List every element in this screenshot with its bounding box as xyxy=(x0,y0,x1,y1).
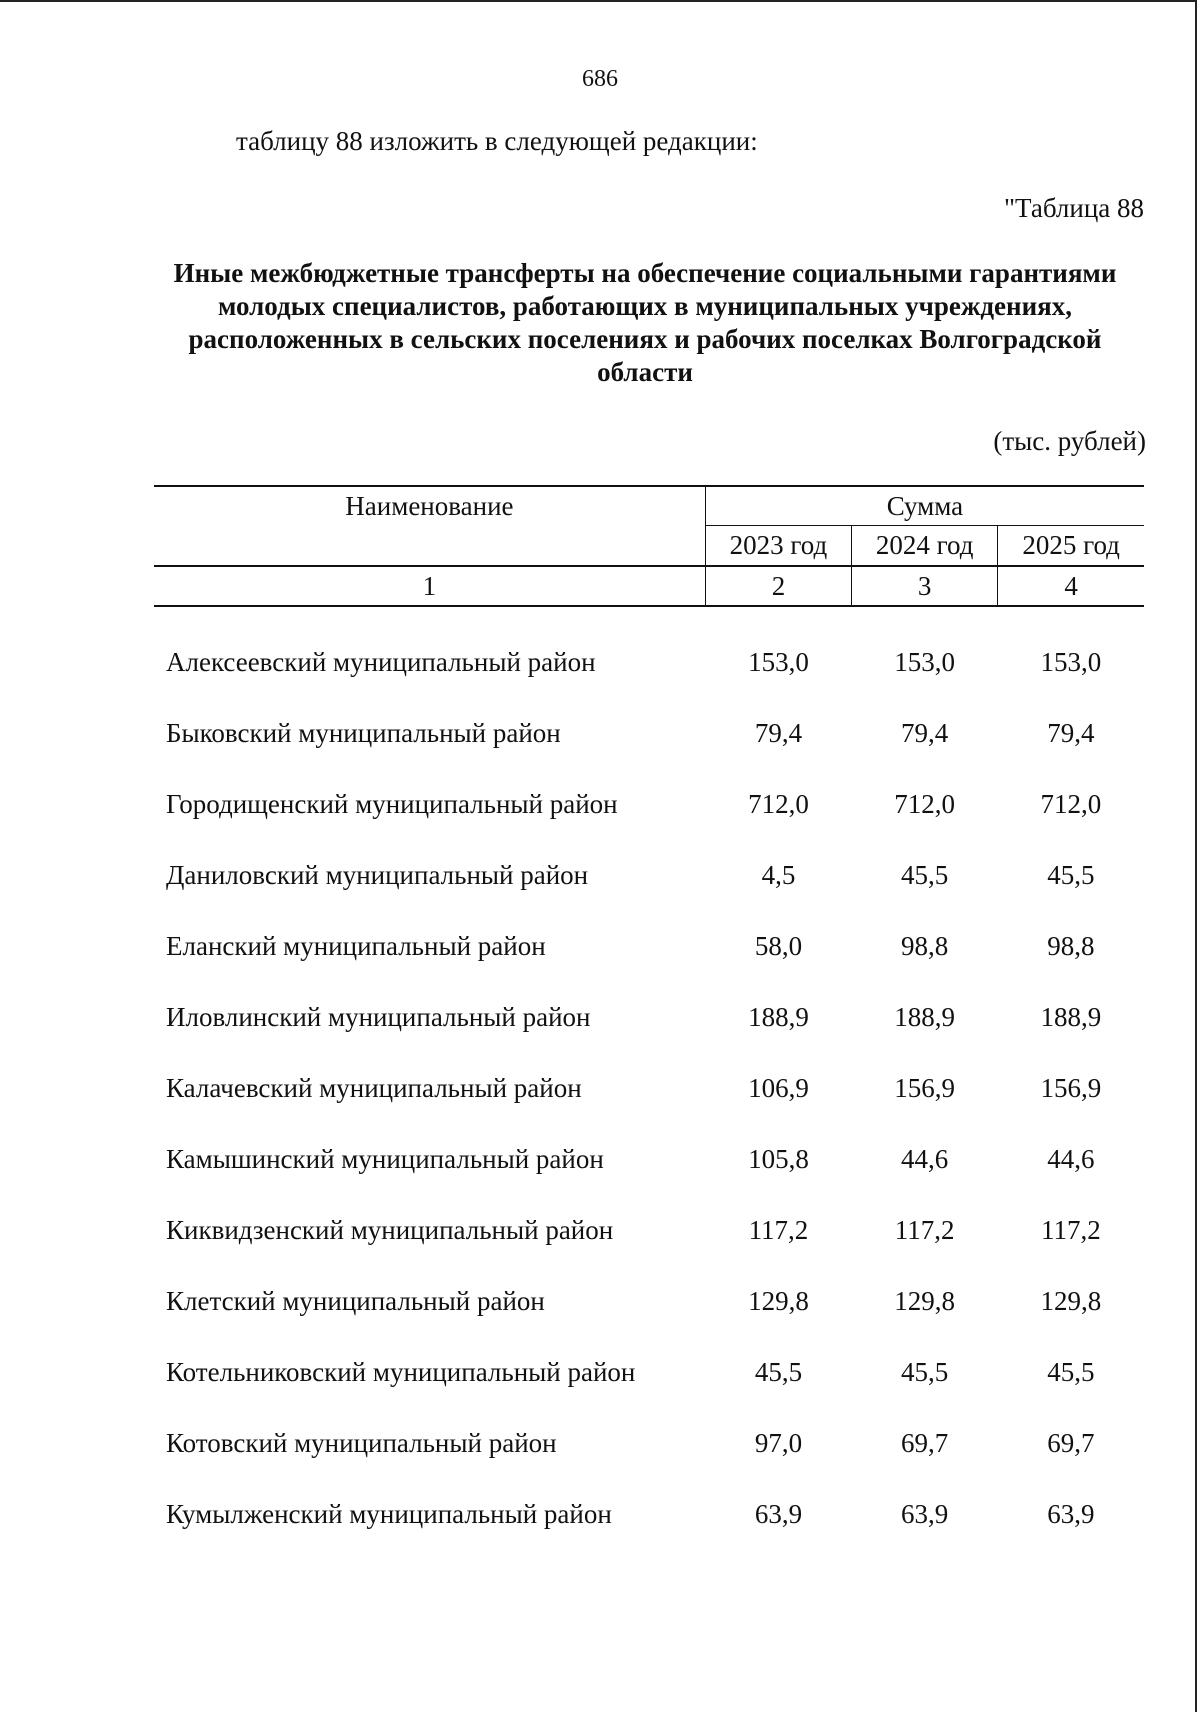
table-row xyxy=(154,982,1144,1053)
value-2024: 117,2 xyxy=(894,1215,955,1245)
value-2025: 188,9 xyxy=(1040,1002,1102,1032)
value-2024: 44,6 xyxy=(901,1144,949,1174)
value-2025: 63,9 xyxy=(1047,1499,1095,1529)
district-name: Еланский муниципальный район xyxy=(166,931,546,961)
table-spacer xyxy=(154,606,1144,627)
column-number-4: 4 xyxy=(998,566,1144,606)
value-2024: 153,0 xyxy=(894,647,956,677)
district-name: Даниловский муниципальный район xyxy=(166,860,589,890)
table-label: "Таблица 88 xyxy=(1004,193,1144,223)
district-name: Быковский муниципальный район xyxy=(166,718,561,748)
value-2025: 79,4 xyxy=(1047,718,1095,748)
value-2025: 129,8 xyxy=(1040,1286,1102,1316)
value-2025: 153,0 xyxy=(1040,647,1102,677)
value-2023: 188,9 xyxy=(748,1002,809,1032)
value-2023: 153,0 xyxy=(748,647,809,677)
table-row xyxy=(154,1408,1144,1479)
value-2025: 117,2 xyxy=(1041,1215,1101,1245)
column-number-3: 3 xyxy=(852,566,998,606)
district-name: Клетский муниципальный район xyxy=(166,1286,545,1316)
district-name: Котельниковский муниципальный район xyxy=(166,1357,636,1387)
intro-text: таблицу 88 изложить в следующей редакции: xyxy=(236,126,758,156)
value-2023: 45,5 xyxy=(754,1357,803,1387)
value-2023: 117,2 xyxy=(748,1215,809,1245)
district-name: Кумылженский муниципальный район xyxy=(166,1499,612,1529)
value-2023: 4,5 xyxy=(761,860,796,890)
value-2024: 98,8 xyxy=(901,931,949,961)
value-2025: 45,5 xyxy=(1047,1357,1095,1387)
value-2023: 129,8 xyxy=(748,1286,809,1316)
district-name: Киквидзенский муниципальный район xyxy=(166,1215,614,1245)
value-2023: 63,9 xyxy=(754,1499,803,1529)
value-2023: 79,4 xyxy=(754,718,803,748)
value-2023: 97,0 xyxy=(754,1428,803,1458)
header-year-2024: 2024 год xyxy=(852,526,998,567)
value-2025: 712,0 xyxy=(1040,789,1102,819)
district-name: Иловлинский муниципальный район xyxy=(166,1002,591,1032)
column-number-1: 1 xyxy=(154,566,705,606)
value-2023: 106,9 xyxy=(748,1073,809,1103)
district-name: Городищенский муниципальный район xyxy=(166,789,618,819)
value-2024: 712,0 xyxy=(894,789,956,819)
value-2024: 45,5 xyxy=(901,1357,949,1387)
value-2023: 105,8 xyxy=(748,1144,809,1174)
value-2025: 69,7 xyxy=(1047,1428,1095,1458)
value-2024: 63,9 xyxy=(901,1499,949,1529)
column-number-2: 2 xyxy=(705,566,851,606)
table-row xyxy=(154,698,1144,769)
table-row xyxy=(154,840,1144,911)
value-2025: 45,5 xyxy=(1047,860,1095,890)
table-row xyxy=(154,1337,1144,1408)
header-year-2023: 2023 год xyxy=(705,526,851,567)
value-2023: 58,0 xyxy=(754,931,803,961)
header-sum: Сумма xyxy=(705,486,1144,526)
value-2025: 98,8 xyxy=(1047,931,1095,961)
value-2025: 156,9 xyxy=(1040,1073,1102,1103)
header-name: Наименование xyxy=(154,486,705,566)
district-name: Камышинский муниципальный район xyxy=(166,1144,604,1174)
value-2023: 712,0 xyxy=(748,789,809,819)
value-2024: 45,5 xyxy=(901,860,949,890)
value-2024: 188,9 xyxy=(894,1002,956,1032)
value-2024: 79,4 xyxy=(901,718,949,748)
table-body xyxy=(154,606,1144,1550)
header-year-2025: 2025 год xyxy=(998,526,1144,567)
table-row xyxy=(154,769,1144,840)
table-row xyxy=(154,1195,1144,1266)
table-row xyxy=(154,1053,1144,1124)
value-2024: 129,8 xyxy=(894,1286,956,1316)
transfers-table xyxy=(154,485,1144,1550)
district-name: Алексеевский муниципальный район xyxy=(166,647,596,677)
page-number: 686 xyxy=(582,66,618,92)
value-2025: 44,6 xyxy=(1047,1144,1095,1174)
table-row xyxy=(154,1124,1144,1195)
district-name: Калачевский муниципальный район xyxy=(166,1073,582,1103)
table-row xyxy=(154,1479,1144,1550)
table-row xyxy=(154,627,1144,698)
table-row xyxy=(154,1266,1144,1337)
value-2024: 69,7 xyxy=(901,1428,949,1458)
document-title: Иные межбюджетные трансферты на обеспечение социальными гарантиями молодых специалистов, работающих в муниципальных учреждениях, расположенных в сельских поселениях и рабочих поселках Волгоградской области xyxy=(173,258,1117,387)
value-2024: 156,9 xyxy=(894,1073,956,1103)
table-row xyxy=(154,911,1144,982)
units-label: (тыс. рублей) xyxy=(993,426,1146,456)
district-name: Котовский муниципальный район xyxy=(166,1428,557,1458)
